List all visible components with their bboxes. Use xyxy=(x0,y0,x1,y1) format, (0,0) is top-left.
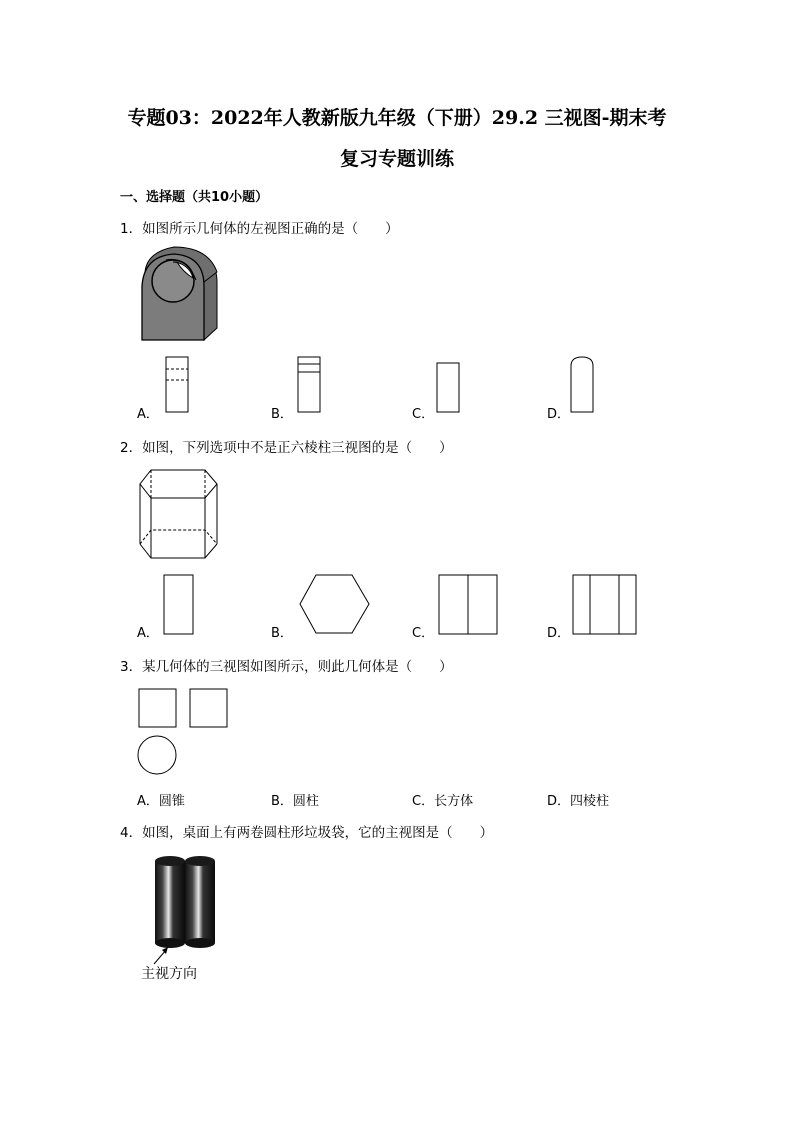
q3-option-b[interactable]: B．圆柱 xyxy=(271,794,319,809)
page-title-line2: 复习专题训练 xyxy=(339,148,454,170)
q4-garbage-bag-rolls-figure xyxy=(150,855,222,951)
q2-option-b-label[interactable]: B． xyxy=(271,626,293,641)
q2-option-c-figure[interactable] xyxy=(438,574,500,636)
question-4-stem: 4．如图，桌面上有两卷圆柱形垃圾袋，它的主视图是（ ） xyxy=(120,825,494,841)
q1-option-d-figure[interactable] xyxy=(570,356,594,414)
q4-view-direction-caption: 主视方向 xyxy=(141,966,197,982)
q1-solid-figure xyxy=(138,242,228,344)
q1-option-c-label[interactable]: C． xyxy=(412,407,435,422)
q3-front-view-square xyxy=(138,688,178,730)
q2-hexagonal-prism-figure xyxy=(139,466,221,560)
q1-option-d-label[interactable]: D． xyxy=(547,407,571,422)
question-1-stem: 1．如图所示几何体的左视图正确的是（ ） xyxy=(120,221,399,237)
q1-option-c-figure[interactable] xyxy=(436,362,460,414)
q3-top-view-circle xyxy=(137,735,179,777)
q3-option-c[interactable]: C．长方体 xyxy=(412,794,474,809)
q2-option-c-label[interactable]: C． xyxy=(412,626,435,641)
q3-option-a[interactable]: A．圆锥 xyxy=(137,794,185,809)
section-heading: 一、选择题（共10小题） xyxy=(120,190,269,205)
question-2-stem: 2．如图，下列选项中不是正六棱柱三视图的是（ ） xyxy=(120,440,453,456)
q1-option-a-figure[interactable] xyxy=(165,356,189,414)
q2-option-a-label[interactable]: A． xyxy=(137,626,159,641)
q1-option-b-label[interactable]: B． xyxy=(271,407,293,422)
q2-option-d-label[interactable]: D． xyxy=(547,626,571,641)
q2-option-d-figure[interactable] xyxy=(572,574,638,636)
q2-option-a-figure[interactable] xyxy=(163,574,195,636)
q1-option-b-figure[interactable] xyxy=(297,356,321,414)
q3-option-d[interactable]: D．四棱柱 xyxy=(547,794,610,809)
q3-side-view-square xyxy=(189,688,229,730)
page-title: 专题03：2022年人教新版九年级（下册）29.2 三视图-期末考 xyxy=(127,107,667,129)
q1-option-a-label[interactable]: A． xyxy=(137,407,159,422)
q2-option-b-figure[interactable] xyxy=(299,574,371,636)
question-3-stem: 3．某几何体的三视图如图所示，则此几何体是（ ） xyxy=(120,659,453,675)
